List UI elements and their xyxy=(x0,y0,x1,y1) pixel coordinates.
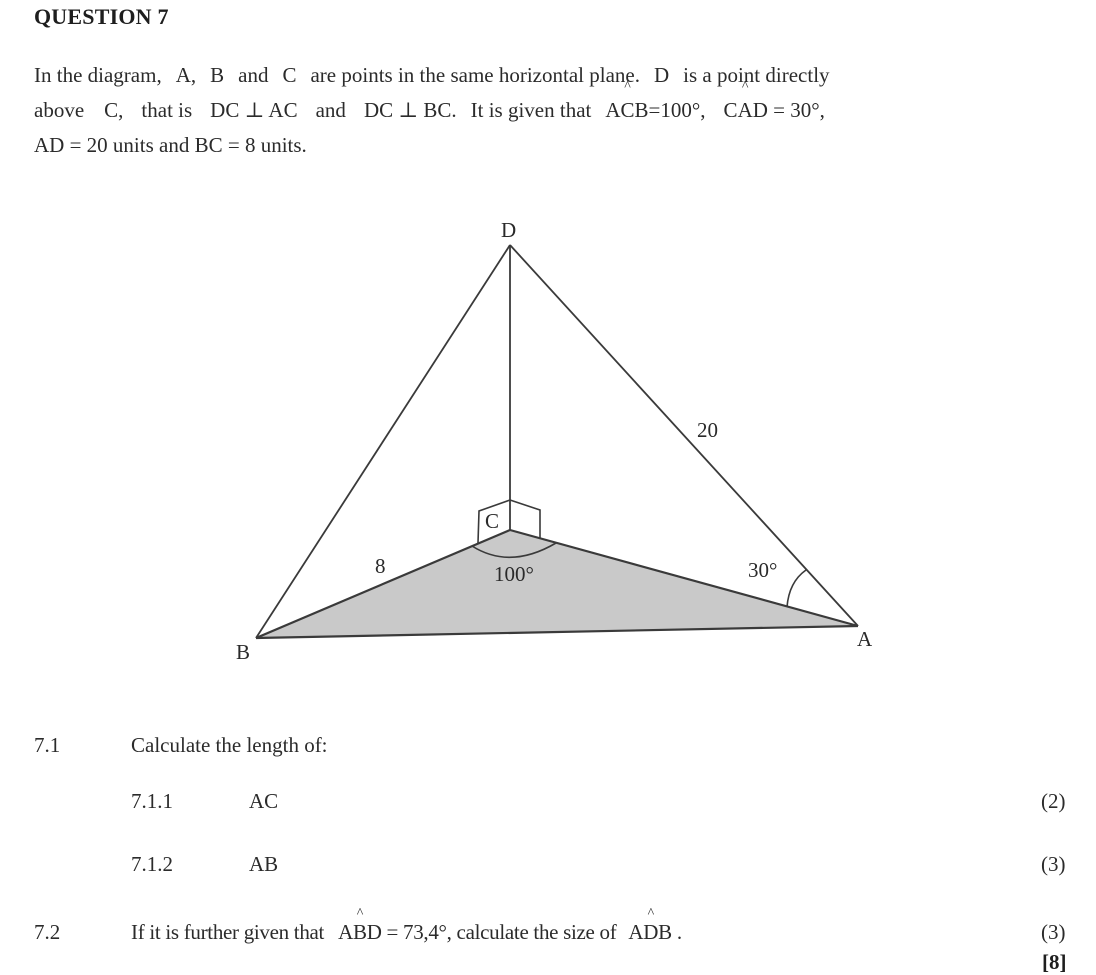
angle-vertex: ^ A xyxy=(738,93,753,127)
subq-7-1-number: 7.1 xyxy=(34,733,61,757)
subq-7-1-2-marks: (3) xyxy=(1041,852,1066,876)
perpendicular-dc-ac: DC ⊥ AC xyxy=(210,98,298,122)
angle-value: D = 30°, xyxy=(752,98,825,122)
intro-text: It is given that xyxy=(470,98,592,122)
angle-arc-cad xyxy=(787,570,806,607)
angle-abd xyxy=(338,920,447,944)
total-marks: [8] xyxy=(1042,950,1067,974)
label-d: D xyxy=(501,218,517,242)
subq-7-2-number: 7.2 xyxy=(34,920,61,944)
angle-vertex: ^ B xyxy=(353,920,367,945)
angle-letter: A xyxy=(338,920,353,944)
angle-value: B . xyxy=(658,920,682,944)
subq-7-1-1-marks: (2) xyxy=(1041,789,1066,813)
intro-text: is a point directly xyxy=(683,63,830,87)
subq-7-1-text: Calculate the length of: xyxy=(131,733,328,757)
angle-adb xyxy=(628,920,681,944)
angle-vertex: ^ C xyxy=(621,93,635,127)
label-b: B xyxy=(236,640,251,664)
angle-letter: C xyxy=(723,98,738,122)
angle-letter: A xyxy=(628,920,644,944)
label-angle-cad: 30° xyxy=(748,558,778,582)
point-c-ref: C xyxy=(282,63,297,87)
angle-letter: A xyxy=(605,98,621,122)
subq-7-1-2-text: AB xyxy=(249,852,279,876)
subq-7-1-1-text: AC xyxy=(249,789,279,813)
subq-7-1-2-number: 7.1.2 xyxy=(131,852,173,876)
point-c-ref: C, xyxy=(104,98,124,122)
label-c: C xyxy=(485,509,500,533)
intro-text: and xyxy=(238,63,269,87)
point-d-ref: D xyxy=(653,63,670,87)
point-b-ref: B xyxy=(210,63,225,87)
angle-value: D = 73,4° xyxy=(366,920,447,944)
question-text: If it is further given that xyxy=(131,920,325,944)
intro-text: In the diagram, xyxy=(34,63,162,87)
subq-7-1-1-number: 7.1.1 xyxy=(131,789,173,813)
intro-text: are points in the same horizontal plane. xyxy=(310,63,640,87)
label-angle-acb: 100° xyxy=(494,562,534,586)
intro-text: that is xyxy=(141,98,193,122)
subq-7-2-text xyxy=(131,920,682,945)
angle-vertex: ^ D xyxy=(643,920,658,945)
perpendicular-dc-bc: DC ⊥ BC. xyxy=(363,98,457,122)
point-a-ref: A, xyxy=(175,63,197,87)
question-text: , calculate the size of xyxy=(446,920,617,944)
label-ad-length: 20 xyxy=(697,418,718,442)
intro-text: and xyxy=(315,98,346,122)
subq-7-2-marks: (3) xyxy=(1041,920,1066,944)
label-bc-length: 8 xyxy=(375,554,386,578)
shaded-triangle-abc xyxy=(256,530,858,638)
intro-line-3: AD = 20 units and BC = 8 units. xyxy=(34,133,307,157)
label-a: A xyxy=(857,627,873,651)
intro-text: above xyxy=(34,98,85,122)
angle-value: B=100°, xyxy=(634,98,706,122)
question-title: QUESTION 7 xyxy=(34,4,169,29)
